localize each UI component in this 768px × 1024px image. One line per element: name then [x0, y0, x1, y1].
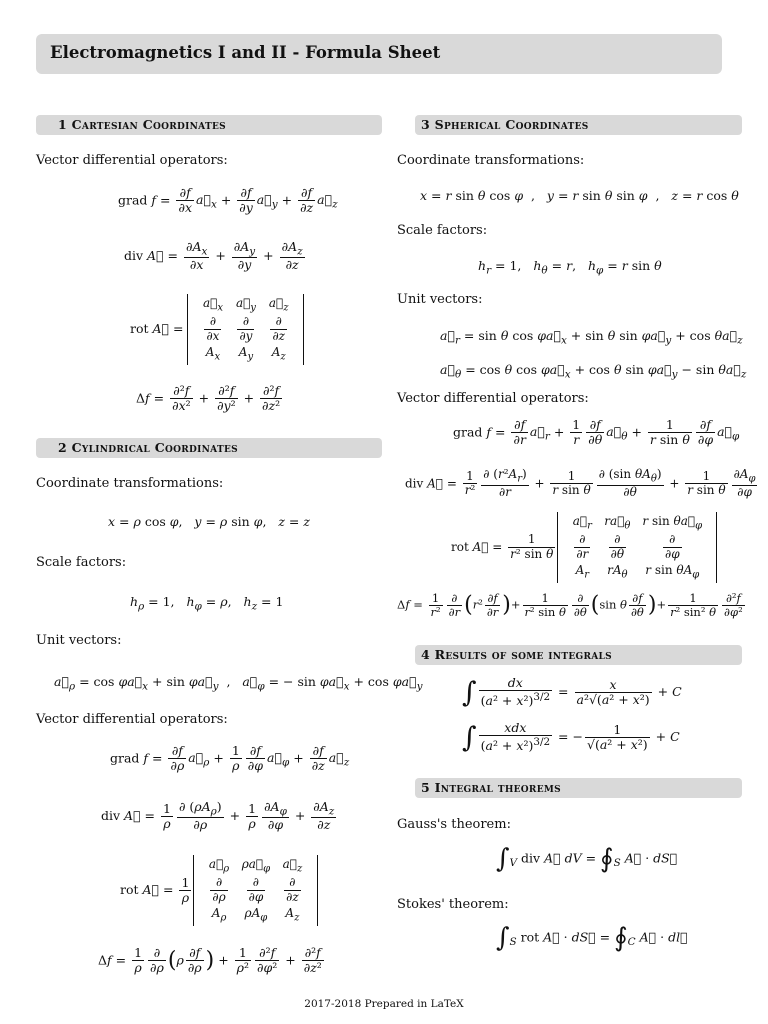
equation-stokes-theorem: $\int_S$ rot A⃗ · dS⃗ = $∮_C$ A⃗ · dl⃗	[496, 923, 688, 953]
equation-spherical-unit-theta: $a⃗_\theta = \cos \theta$ $\cos \varphi a⃗_x + \cos \theta$ $\sin \varphi a⃗_y - \sin$ $\theta a⃗_z$	[440, 362, 747, 381]
equation-div-spherical: div A⃗ = $\frac{1}{\text{r²}}$ $\frac{\partial (r^2A_r)}{\partial r}$ + $\frac{1}{\text{r sin θ}}$ $\frac{\partial (\sin \theta A_\theta)}{\partial\theta}$ + $\frac{1}{\text{r sin θ}}$ $\frac{\partial A_\varphi}{\partial\varphi}$	[405, 467, 756, 499]
equation-div-cylindrical: div A⃗ = $\frac{1}{\rho}$ $\frac{\partial (\rho A_\rho)}{\partial\rho}$ + $\frac{1}{\rho}$ $\frac{\partial A_\varphi}{\partial\varphi}$ + $\frac{\partial A_z}{\partial z}$	[101, 799, 335, 833]
section-number: 2	[58, 440, 67, 455]
equation-cylindrical-unit-vectors: $a⃗_\rho = \cos$ $\varphi a⃗_x + \sin$ $\varphi a⃗_y$ , $a⃗_\varphi$ = − $\sin \varphi a⃗_x + \cos$ $\varphi a⃗_y$	[54, 674, 423, 693]
title-bar	[36, 34, 722, 74]
label-unit-vectors: Unit vectors:	[397, 292, 483, 307]
section-number: 5	[421, 780, 430, 795]
section-title: Results of some integrals	[434, 647, 612, 662]
label-vector-differential-operators: Vector differential operators:	[36, 153, 228, 168]
equation-laplacian-cylindrical: Δf = $\frac{1}{\rho}$ $\frac{\partial}{\partial\rho}$ (ρ $\frac{\partial f}{\partial\rho}$ ) + $\frac{1}{\text{ρ²}}$ $\frac{\text{∂²f}}{\text{∂φ²}}$ + $\frac{\text{∂²f}}{\text{∂z²}}$	[98, 945, 322, 976]
label-coordinate-transformations: Coordinate transformations:	[397, 153, 585, 168]
section-header-cylindrical	[36, 438, 382, 458]
label-scale-factors: Scale factors:	[36, 555, 127, 570]
section-title: Integral theorems	[434, 780, 561, 795]
equation-cylindrical-scale: $h_\rho = 1$, $h_\varphi = \rho$, $h_z = 1$	[130, 594, 284, 613]
equation-integral-2: ∫ $\frac{\text{xdx}}{(a^2 + x^2)^{3/2}}$ = − $\frac{1}{\text{√(a² + x²)}}$ + C	[462, 720, 680, 754]
equation-rot-cartesian: rot A⃗ = $a⃗_x$ $a⃗_y$ $a⃗_z$ $\frac{\partial}{\partial x}$ $\frac{\partial}{\partial y}$ $\frac{\partial}{\partial z}$ $A_x$ $A_y$ $A_z$	[130, 294, 304, 365]
equation-laplacian-cartesian: Δf = $\frac{\text{∂²f}}{\text{∂x²}}$ + $\frac{\text{∂²f}}{\text{∂y²}}$ + $\frac{\text{∂²f}}{\text{∂z²}}$	[136, 383, 281, 414]
equation-div-cartesian: div A⃗ = $\frac{\partial A_x}{\partial x}$ + $\frac{\partial A_y}{\partial y}$ + $\frac{\partial A_z}{\partial z}$	[124, 239, 303, 273]
label-vector-differential-operators: Vector differential operators:	[397, 391, 589, 406]
equation-spherical-transform: x = r sin θ cos φ , y = r sin θ sin φ , z = r cos θ	[420, 188, 739, 203]
equation-laplacian-spherical: Δf = $\frac{1}{\text{r²}}$ $\frac{\partial}{\partial r}$ (r² $\frac{\partial f}{\partial r}$ )+ $\frac{1}{\text{r² sin θ}}$ $\frac{\partial}{\partial\theta}$ (sin θ $\frac{\partial f}{\partial\theta}$ )+ $\frac{1}{\text{r² sin² θ}}$ $\frac{\text{∂²f}}{\text{∂φ²}}$	[397, 591, 743, 620]
label-unit-vectors: Unit vectors:	[36, 633, 122, 648]
section-header-spherical	[415, 115, 742, 135]
section-number: 1	[58, 117, 67, 132]
equation-rot-spherical: rot A⃗ = $\frac{1}{\text{r² sin θ}}$ $a⃗_r$ $ra⃗_\theta$ r $\sin \theta a⃗_\varphi$ $\frac{\partial}{\partial r}$ $\frac{\partial}{\partial\theta}$ $\frac{\partial}{\partial\varphi}$ $A_r$ $rA_\theta$ r $\sin \theta A_\varphi$	[451, 512, 717, 583]
equation-grad-cartesian: grad f = $\frac{\partial f}{\partial x}$ $a⃗_x$ + $\frac{\partial f}{\partial y}$ $a⃗_y$ + $\frac{\partial f}{\partial z}$ $a⃗_z$	[118, 185, 338, 216]
label-scale-factors: Scale factors:	[397, 223, 488, 238]
section-title: Spherical Coordinates	[434, 117, 589, 132]
section-number: 3	[421, 117, 430, 132]
section-header-cartesian	[36, 115, 382, 135]
equation-rot-cylindrical: rot A⃗ = $\frac{1}{\rho}$ $a⃗_\rho$ $\rho a⃗_\varphi$ $a⃗_z$ $\frac{\partial}{\partial\rho}$ $\frac{\partial}{\partial\varphi}$ $\frac{\partial}{\partial z}$ $A_\rho$ $\rho A_\varphi$ $A_z$	[120, 855, 318, 926]
label-gauss-theorem: Gauss's theorem:	[397, 817, 511, 832]
footer-text: 2017-2018 Prepared in LaTeX	[304, 998, 464, 1010]
equation-cylindrical-transform: x = ρ cos φ, y = ρ sin φ, z = z	[108, 514, 310, 529]
label-coordinate-transformations: Coordinate transformations:	[36, 476, 224, 491]
equation-gauss-theorem: $\int_V$ div A⃗ dV = $∮_S$ A⃗ · dS⃗	[496, 844, 678, 874]
label-vector-differential-operators: Vector differential operators:	[36, 712, 228, 727]
equation-grad-spherical: grad f = $\frac{\partial f}{\partial r}$ $a⃗_r$ + $\frac{1}{r}$ $\frac{\partial f}{\partial\theta}$ $a⃗_\theta$ + $\frac{1}{\text{r sin θ}}$ $\frac{\partial f}{\partial\varphi}$ $a⃗_\varphi$	[453, 417, 740, 448]
page-title: Electromagnetics I and II - Formula Sheet	[50, 43, 441, 62]
section-number: 4	[421, 647, 430, 662]
section-header-integrals	[415, 645, 742, 665]
section-title: Cartesian Coordinates	[71, 117, 226, 132]
equation-integral-1: ∫ $\frac{dx}{(a^2 + x^2)^{3/2}}$ = $\frac{x}{\text{a²√(a² + x²)}}$ + C	[462, 675, 682, 709]
equation-spherical-scale: $h_r = 1$, $h_\theta = r$, $h_\varphi = r$ sin θ	[478, 258, 662, 277]
section-header-integral-theorems	[415, 778, 742, 798]
equation-grad-cylindrical: grad f = $\frac{\partial f}{\partial\rho}$ $a⃗_\rho$ + $\frac{1}{\rho}$ $\frac{\partial f}{\partial\varphi}$ $a⃗_\varphi$ + $\frac{\partial f}{\partial z}$ $a⃗_z$	[110, 743, 350, 774]
label-stokes-theorem: Stokes' theorem:	[397, 897, 509, 912]
section-title: Cylindrical Coordinates	[71, 440, 238, 455]
equation-spherical-unit-r: $a⃗_r = \sin \theta$ $\cos \varphi a⃗_x + \sin \theta$ $\sin \varphi a⃗_y + \cos$ $\theta a⃗_z$	[440, 328, 743, 347]
